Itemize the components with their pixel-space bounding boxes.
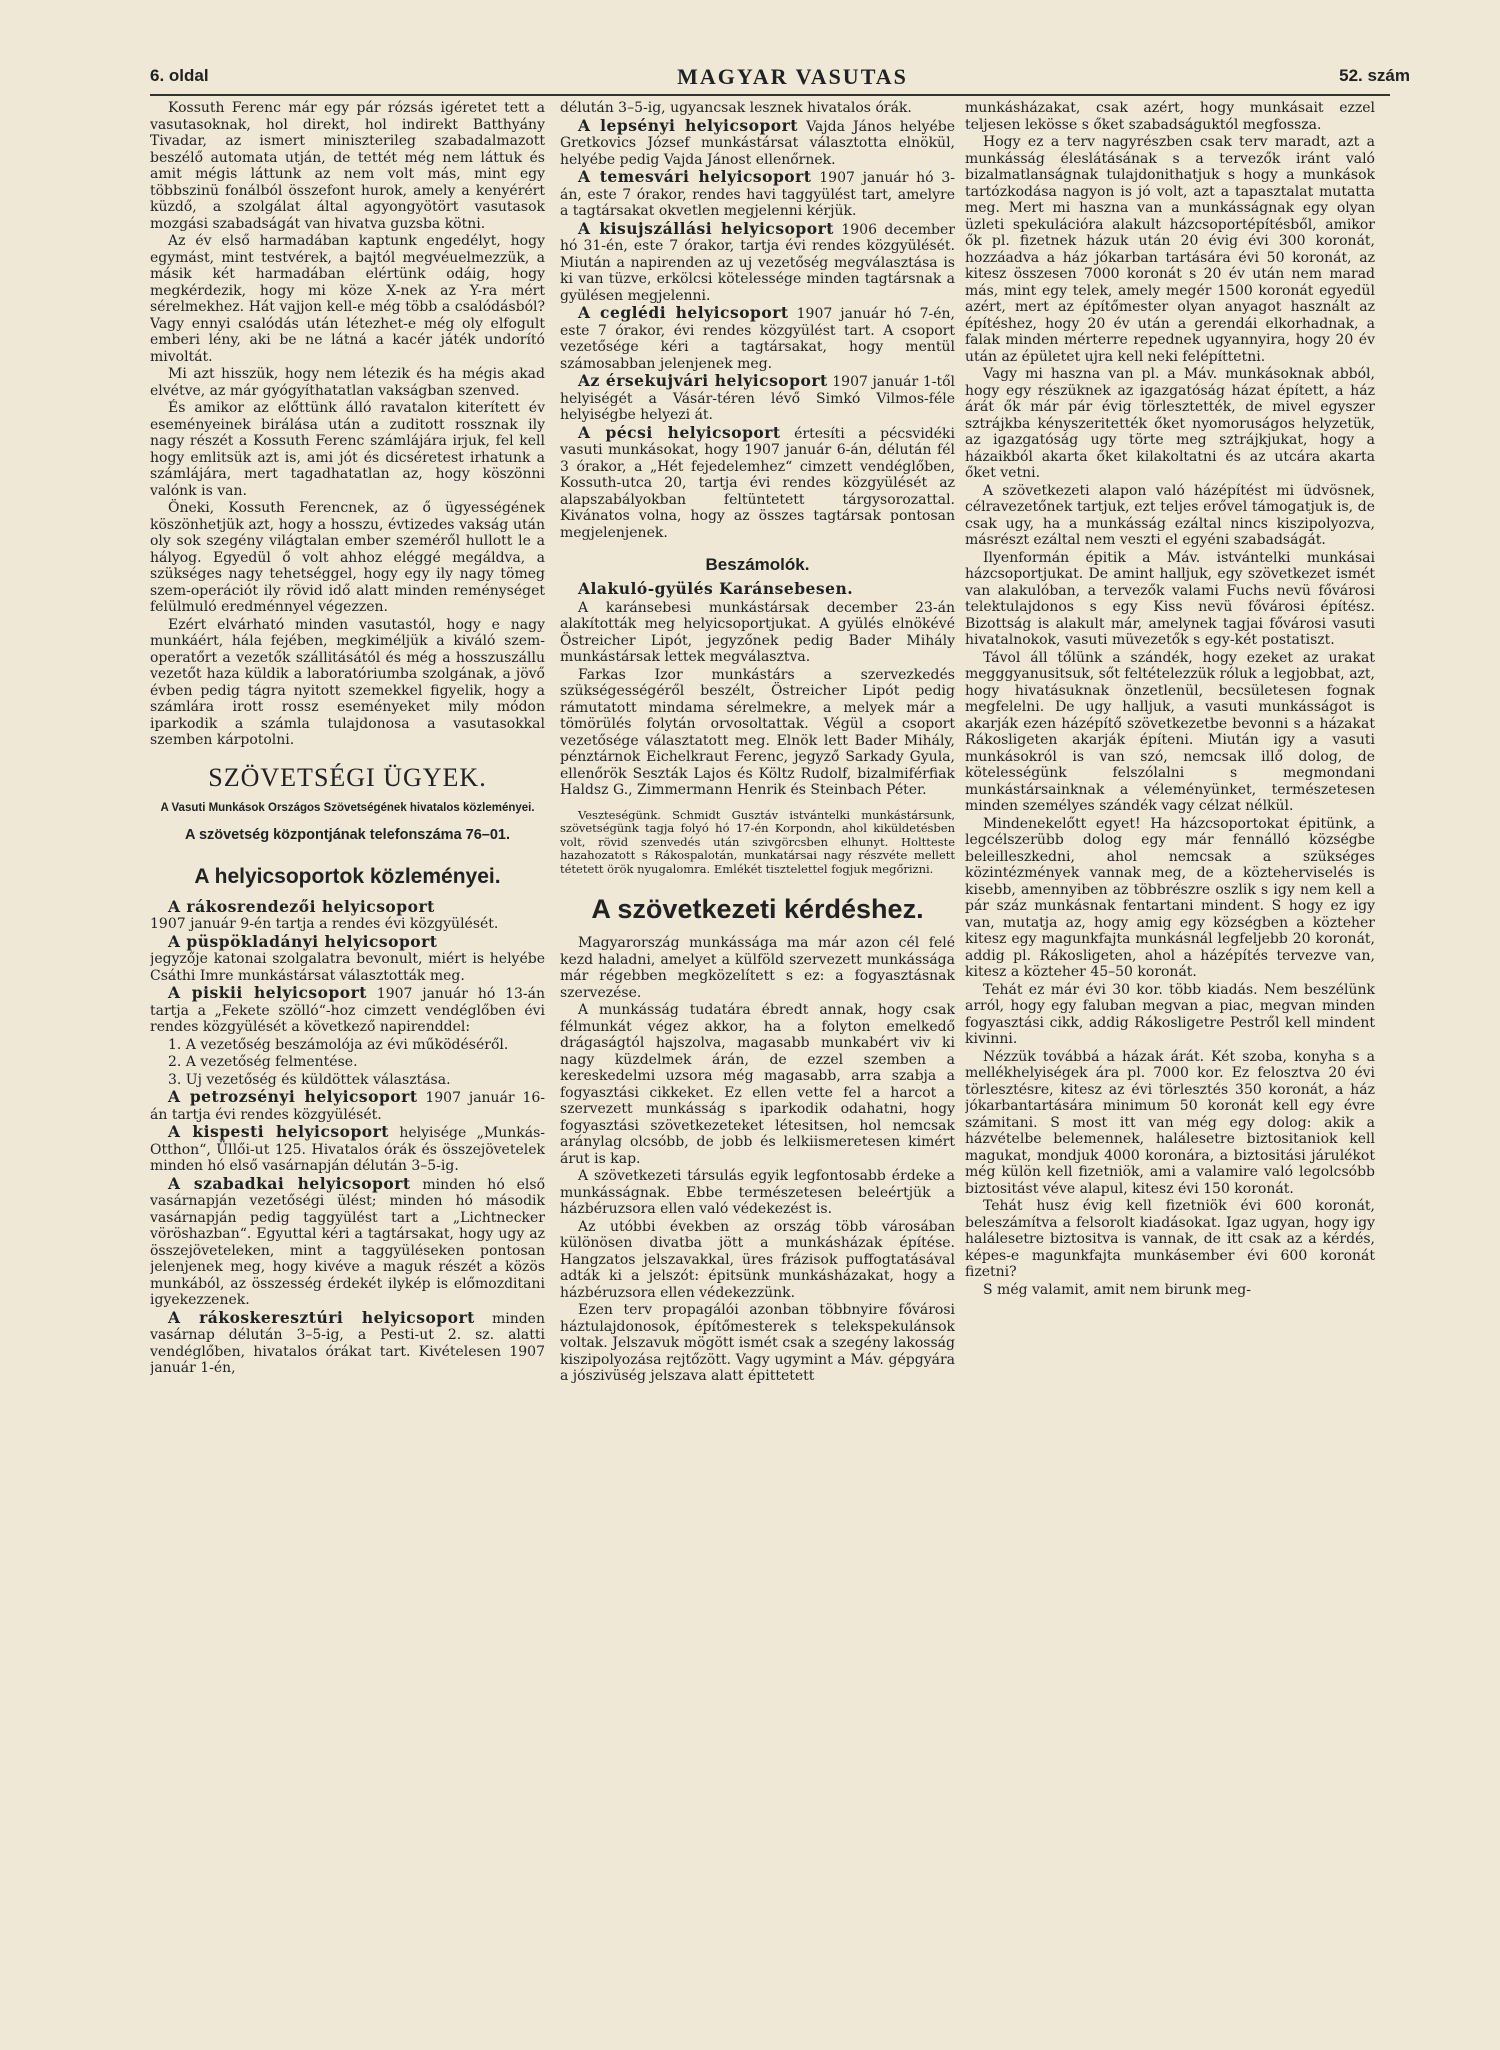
group-heading: Az érsekujvári helyicsoport [578, 371, 828, 390]
paragraph: Farkas Izor munkástárs a szervezkedés szükségességéről beszélt, Östreicher Lipót pedig rámutatott mindama sérelmekre, a melyek már a tömörülés folytán orvosoltattak. Végül a csoport vezetősége választatott meg. Elnök lett Bader Mihály, pénztárnok Eichelkraut Ferenc, jegyző Sarkady Gyula, ellenőrök Seszták Lajos és Költz Rudolf, bizalmiférfiak Haldsz G., Zimmermann Henrik és Steinbach Péter. [560, 666, 955, 798]
group-heading: A rákoskeresztúri helyicsoport [168, 1307, 475, 1327]
paragraph: Vagy mi haszna van pl. a Máv. munkásoknak abból, hogy egy részüknek az igazgatóság házat épített, a ház árát ők már pár évig törlesztették, de mivel egyszer sztrájkba kényszeritették őket nyomoruságos helyzetük, az igazgatóság ugy törte meg sztrájkjukat, hogy a házaikból akarta őket kilakoltatni és az utcára akarta őket vetni. [965, 366, 1375, 481]
paragraph: Az utóbbi években az ország több városában különösen divatba jött a munkásházak építése. Hangzatos jelszavakkal, üres frázisok puffogtatásával adták ki a jelszót: épitsünk munkásházakat, hogy a házbéruzsora ellen védekezzünk. [560, 1218, 955, 1301]
paragraph: munkásházakat, csak azért, hogy munkásait ezzel teljesen lekösse s őket szabadságuktól megfossza. [965, 100, 1375, 133]
paragraph: A munkásság tudatára ébredt annak, hogy csak félmunkát végez akkor, ha a folyton emelkedő drágaságtól hajszolva, magasabb munkabért viv ki nagy küzdelmek árán, de ezzel szemben a kereskedelmi uzsora még magasabb, arra szabja a fogyasztási cikkeket. Ez ellen vette fel a harcot a szervezett munkásság s iparkodik odahatni, hogy fogyasztási szövetkezeteket létesitsen, hol nemcsak aránylag olcsóbb, de jobb és lelkiismeretesen kimért árut is kap. [560, 1002, 955, 1167]
column-middle [560, 100, 955, 1915]
section-subtitle: A Vasuti Munkások Országos Szövetségének hivatalos közleményei. [160, 801, 535, 814]
agenda-item: 1. A vezetőség beszámolója az évi működéséről. [168, 1036, 509, 1053]
group-text: 1907 január 9-én tartja a rendes évi közgyülését. [150, 916, 499, 932]
paragraph: És amikor az előttünk álló ravatalon kiterített év eseményeinek birálása után a zuditott rossznak ily nagy részét a Kossuth Ferenc számlájára irjuk, fel kell hogy emlitsük azt is, ami jót és dicséretest irhatunk a számlájára, mert tagadhatatlan az, hogy köszönni valónk is van. [150, 400, 545, 499]
column-left [150, 100, 545, 1915]
group-text: helyisége „Munkás-Otthon“, Üllői-ut 125. Hivatalos órák és összejövetelek minden hó első vasárnapján délután 3–5-ig. [150, 1125, 545, 1174]
paragraph: Tehát ez már évi 30 kor. több kiadás. Nem beszélünk arról, hogy egy faluban megvan a piac, megvan minden fogyasztási cikk, addig Rákosligetre Pestről kell mindent kivinni. [965, 981, 1375, 1047]
agenda-item: 3. Uj vezetőség és küldöttek választása. [168, 1071, 451, 1088]
group-heading: A rákosrendezői helyicsoport [168, 896, 435, 916]
paragraph: A szövetkezeti társulás egyik legfontosabb érdeke a munkásságnak. Ebbe természetesen beleértjük a házbéruzsora ellen való védekezést is. [560, 1168, 955, 1217]
paragraph: A karánsebesi munkástársak december 23-án alakították meg helyicsoportjukat. A gyülés elnökévé Östreicher Lipót, jegyzőnek pedig Bader Mihály munkástársak lettek megválasztva. [560, 599, 955, 665]
group-text: Vajda János helyébe Gretkovics József munkástársat választotta elnökül, helyébe pedig Vajda Jánost ellenőrnek. [560, 118, 955, 168]
paragraph: Nézzük továbbá a házak árát. Két szoba, konyha s a mellékhelyiségek ára pl. 7000 kor. Ez felosztva 20 évi törlesztésre, kitesz az évi törlesztés 350 koronát, a ház jókarbantartására minimum 50 koronát kell egy évre számitani. S most itt van még egy dolog: akik a házvételbe belemennek, halálesetre biztositaniok kell magukat, mondjuk 4000 koronára, a biztositási járulékot még külön kell fizetniök, ami a valamire való legolcsóbb biztositást véve alapul, kitesz évi 150 koronát. [965, 1048, 1375, 1197]
column-right [965, 100, 1375, 1915]
newspaper-title: MAGYAR VASUTAS [677, 64, 908, 89]
group-text: 1907 január hó 13-án tartja a „Fekete szölló“-hoz cimzett vendéglőben évi rendes közgyülését a következő napirenddel: [150, 986, 545, 1035]
group-heading: A piskii helyicsoport [168, 983, 367, 1002]
paragraph: Mi azt hisszük, hogy nem létezik és ha mégis akad elvétve, az már gyógyíthatatlan vakságban szenved. [150, 366, 545, 399]
paragraph: Tehát husz évig kell fizetniök évi 600 koronát, beleszámítva a felsorolt kiadásokat. Igaz ugyan, hogy igy halálesetre biztositva is vannak, de itt csak az a kérdés, képes-e magunkfajta munkásember évi 600 koronát fizetni? [965, 1198, 1375, 1280]
obituary-notice: Veszteségünk. Schmidt Gusztáv istvántelki munkástársunk, szövetségünk tagja folyó hó 17-én Korpondn, ahol kiküldetésben volt, rövid szenvedés után szivgörcsben elhunyt. Holtteste hazahozatott s Rákospalotán, munkatársai nagy részvéte mellett tétetett örök nyugalomra. Emlékét tisztelettel fogjuk megőrizni. [560, 807, 955, 876]
paragraph: Ezért elvárható minden vasutastól, hogy e nagy munkáért, hála fejében, megkiméljük a kiváló szem-operatőrt a vezetők szállitásától és még a hosszuszállu vezetőt haza küldik a laboratóriumba szolgának, a jövő évben pedig tágra nyitott szemekkel figyelik, hogy a számlára irott rossz eseményeket mily módon iparkodik a számla tulajdonosa a vasutasokkal szemben kárpotolni. [150, 616, 545, 748]
page-number: 6. oldal [150, 66, 209, 85]
group-text: 1907 január hó 3-án, este 7 órakor, rendes havi taggyülést tart, amelyre a tagtársakat okvetlen megjelenni kérjük. [560, 170, 955, 219]
paragraph: Kossuth Ferenc már egy pár rózsás igéretet tett a vasutasoknak, hol direkt, hol indirekt Batthyány Tivadar, az ismert miniszterileg szabadalmazott beszélő automata utján, de tettét még nem láttuk és amit mégis láttunk az nem volt más, mint egy többszinü fonálból összefont hurok, amely a kenyérért küzdő, a szolgálat által agyongyötört vasutasok mozgási szabadságát van hivatva guzsba kötni. [150, 100, 545, 232]
paragraph: Ezen terv propagálói azonban többnyire fővárosi háztulajdonosok, építőmesterek s telekspekulánsok voltak. Jelszavuk mögött ismét csak a szegény lakosság kiszipolyozása rejtőzött. Vagy ugymint a Máv. gépgyára a jószivüség jelszava alatt épittetett [560, 1302, 955, 1384]
group-heading: A ceglédi helyicsoport [578, 303, 789, 322]
group-text: minden hó első vasárnapján vezetőségi ülést; minden hó második vasárnapján pedig taggyülést tart a „Lichtnecker vöröshazban“. Egyuttal kéri a tagtársakat, hogy ugy az összejöveteleken, mint a taggyüléseken pontosan jelenjenek meg, hogy kivéve a maguk részét a közös munkából, az összesség érdekét ilykép is előmozditani igyekezzenek. [150, 1176, 545, 1308]
group-heading: A petrozsényi helyicsoport [168, 1087, 418, 1106]
group-text: jegyzője katonai szolgalatra bevonult, miért is helyébe Csáthi Imre munkástársat választották meg. [150, 951, 545, 984]
section-title-szovetsegi: SZÖVETSÉGI ÜGYEK. [208, 762, 487, 792]
paragraph: A szövetkezeti alapon való házépítést mi üdvösnek, célravezetőnek tartjuk, ezt teljes erővel támogatjuk is, de csak ugy, ha a munkásság ezáltal nincs kiszipolyozva, másrészt ezáltal nem veszti el egyéni szabadságát. [965, 482, 1375, 548]
group-heading: A püspökladányi helyicsoport [168, 931, 438, 951]
group-text: 1907 január 16-án tartja évi rendes közgyülését. [150, 1090, 545, 1123]
paragraph: Mindenekelőtt egyet! Ha házcsoportokat épitünk, a legcélszerübb dolog egy már fennálló községbe beleilleszkedni, ahol nemcsak a szükséges közintézmények vannak meg, de a közteherviselés is kisebb, amennyiben az többrészre oszlik s igy nem kell a pár száz munkásnak fentartani mindent. S hogy ez igy van, mutatja az, hogy amig egy községben a közteher kitesz egy magunkfajta munkásnál legfeljebb 20 koronát, addig pl. Rákosligeten, ahol a házépítés tervezve van, kitesz a közteher 45–50 koronát. [965, 815, 1375, 980]
paragraph: délután 3–5-ig, ugyancsak lesznek hivatalos órák. [560, 100, 912, 116]
paragraph: Öneki, Kossuth Ferencnek, az ő ügyességének köszönhetjük azt, hogy a hosszu, évtizedes vakság után oly sok szegény világtalan ember szeméről hullott le a hályog. Egyedül ő volt ahhoz eléggé megáldva, a szükséges nagy tehetséggel, hogy egy ily nagy tömeg szem-operációt ily rövid idő alatt minden reménységet felülmuló eredménnyel végezzen. [150, 500, 545, 615]
paragraph: Ilyenformán épitik a Máv. istvántelki munkásai házcsoportjukat. De amint halljuk, egy szövetkezet ismét van alakulóban, a tervezők valami Fuchs nevü fővárosi telektulajdonos s egy Kiss nevü fővárosi építész. Bizottság is alakult már, amelynek tagjai fővárosi vasuti hivatalnokok, vasuti müvezetők s egy-két postatiszt. [965, 549, 1375, 648]
local-groups-heading: A helyicsoportok közleményei. [194, 864, 501, 888]
report-heading: Alakuló-gyülés Karánsebesen. [578, 579, 854, 598]
group-heading: A pécsi helyicsoport [578, 422, 781, 442]
paragraph: S még valamit, amit nem birunk meg- [983, 1281, 1251, 1298]
paragraph: Távol áll tőlünk a szándék, hogy ezeket az urakat megggyanusitsuk, sőt feltételezzük róluk a legjobbat, azt, hogy hivatásuknak önzetlenül, becsületesen fognak megfelelni. De ugy halljuk, a vasuti munkásságot is akarják ezen házépítő szövetkezetbe bevonni s a házakat Rákosligeten akarják építeni. Miután igy a vasuti munkásokról is van szó, nemcsak illő dolog, de kötelességünk felszólalni s megmondani munkástársainknak a véleményünket, természetesen minden személyes szándék vagy célzat nélkül. [965, 649, 1375, 814]
cooperative-article-title: A szövetkezeti kérdéshez. [591, 894, 924, 924]
header-rule [150, 94, 1390, 96]
paragraph: Magyarország munkássága ma már azon cél felé kezd haladni, amelyet a külföld szervezett munkássága már régebben megközelített s ez: a fogyasztásnak szervezése. [560, 935, 955, 1001]
group-heading: A kispesti helyicsoport [168, 1122, 389, 1141]
group-heading: A szabadkai helyicsoport [168, 1173, 411, 1193]
reports-heading: Beszámolók. [705, 555, 810, 574]
paragraph: Hogy ez a terv nagyrészben csak terv maradt, azt a munkásság éleslátásának s a tervezők iránt való bizalmatlanságnak tulajdonithatjuk s hogy a munkások tartózkodása nagyon is jó volt, azt a tapasztalat mutatta meg. Mert mi haszna van a munkásságnak egy olyan üzleti spekulációra alakult házcsoportépítésből, amikor ők pl. fizetnek házuk után 20 évig évi 300 koronát, hozzáadva a ház jókarban tartására évi 50 koronát, az kitesz összesen 7000 koronát s 20 év után nem marad más, mint egy telek, amely megér 1500 koronát egyedül azért, mert az építőmester olyan anyagot használt az építéshez, hogy 20 év után a gerendái elkorhadnak, a falak minden mérterre repednek ugyannyira, hogy 20 év után az épületet ujra kell neki felépíttetni. [965, 134, 1375, 365]
group-text: 1907 január 1-től helyiségét a Vásár-téren lévő Simkó Vilmos-féle helyiségbe helyezi át. [560, 374, 955, 423]
group-text: minden vasárnap délután 3–5-ig, a Pesti-ut 2. sz. alatti vendéglőben, hivatalos órákat tart. Kivételesen 1907 január 1-én, [150, 1310, 545, 1376]
issue-number: 52. szám [1339, 66, 1410, 85]
group-heading: A temesvári helyicsoport [578, 167, 812, 186]
group-text: 1906 december hó 31-én, este 7 órakor, tartja évi rendes közgyülését. Miután a napirenden az uj vezetőség megválasztása is ki van tüzve, erkölcsi kötelessége minden tagtársnak a gyülésen megjelenni. [560, 221, 955, 304]
agenda-item: 2. A vezetőség felmentése. [168, 1054, 358, 1070]
group-heading: A lepsényi helyicsoport [578, 115, 798, 135]
telephone-notice: A szövetség központjának telefonszáma 76–01. [184, 826, 511, 843]
page-header [150, 66, 1435, 96]
group-text: 1907 január hó 7-én, este 7 órakor, évi rendes közgyülést tart. A csoport vezetősége kéri a tagtársakat, hogy mentül számosabban jelenjenek meg. [560, 306, 955, 372]
group-heading: A kisujszállási helyicsoport [578, 218, 834, 238]
group-text: értesíti a pécsvidéki vasuti munkásokat, hogy 1907 január 6-án, délután fél 3 órakor, a „Hét fejedelemhez“ cimzett vendéglőben, Kossuth-utca 20, tartja évi rendes közgyülését az alapszabályokban feltüntetett tárgysorozattal. Kivánatos volna, hogy az összes tagtársak pontosan megjelenjenek. [560, 425, 955, 541]
paragraph: Az év első harmadában kaptunk engedélyt, hogy egymást, mint testvérek, a bajtól megvéuelmezzük, a másik két harmadában elértünk odáig, hogy megkérdezik, hogy mi köze X-nek az Y-ra mért sérelmekhez. Hát vajjon kell-e még több a csalódásból? Vagy ennyi csalódás után létezhet-e még oly elfogult emberi lény, aki be ne látná a kacér játék undorító mivoltát. [150, 233, 545, 365]
